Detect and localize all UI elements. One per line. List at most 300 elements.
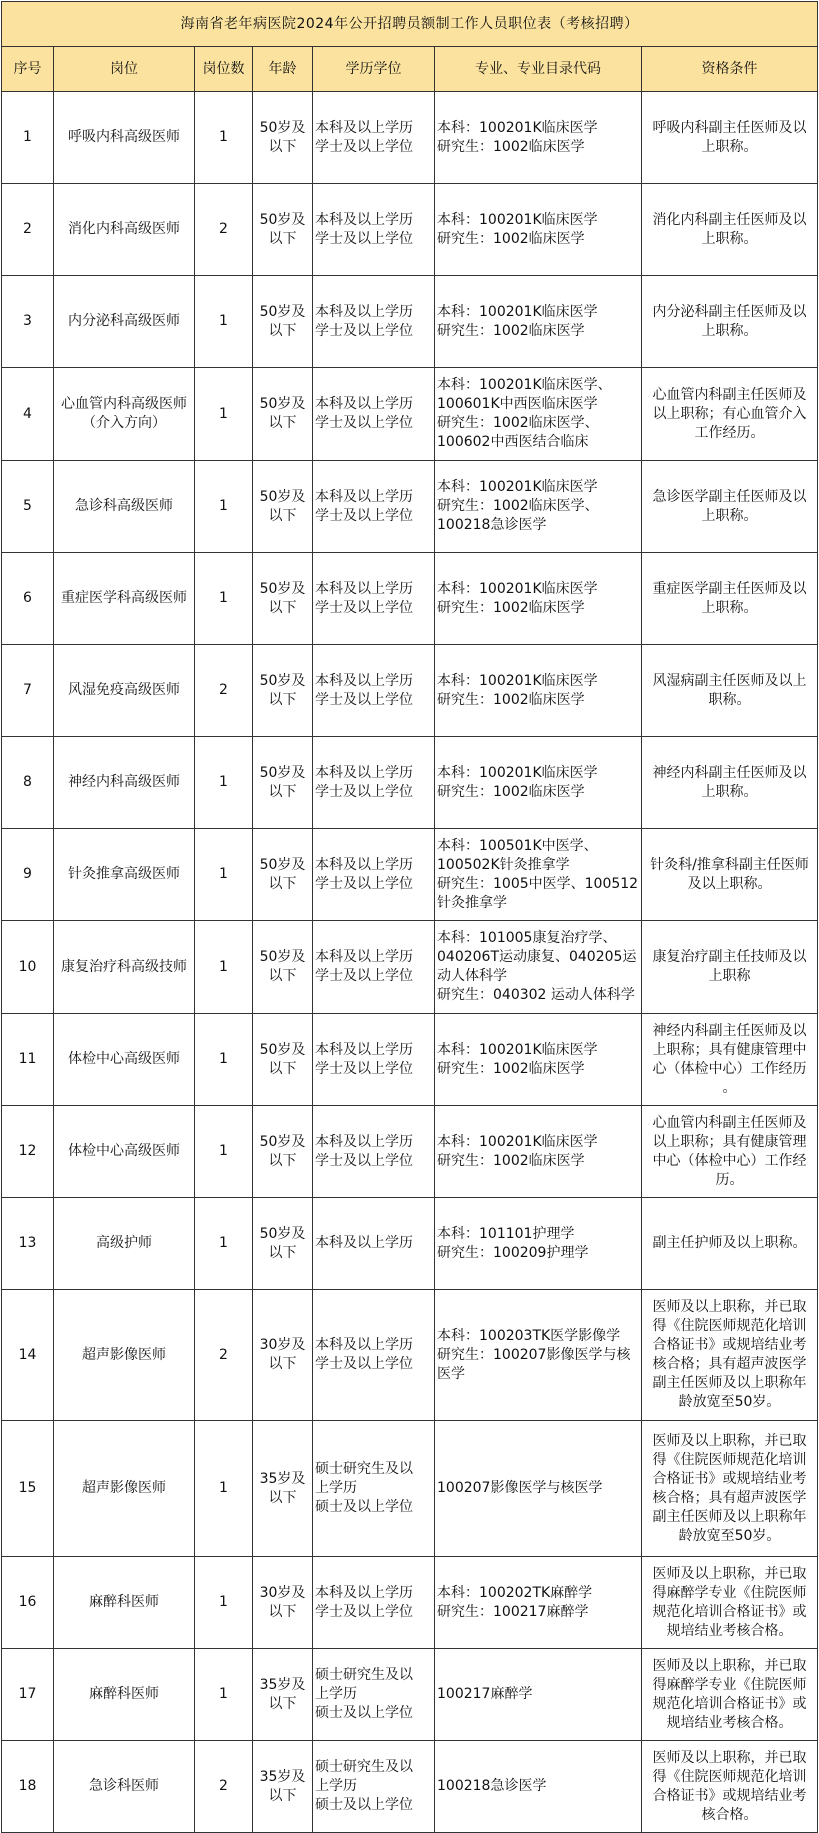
cell-line: 规培结业考核合格。 (666, 1714, 793, 1731)
table-row (2, 829, 818, 921)
table-row (2, 1421, 818, 1557)
cell-line: 心血管内科副主任医师及 (652, 386, 807, 403)
cell-line: 核合格；具有超声波医学 (652, 1356, 807, 1372)
cell-no: 16 (2, 1557, 54, 1649)
cell-line: 针灸科/推拿科副主任医师 (650, 856, 809, 873)
cell-no: 8 (2, 737, 54, 829)
cell-line: 得麻醉学专业《住院医师 (652, 1676, 807, 1693)
header-count: 岗位数 (195, 47, 253, 92)
cell-line: 心（体检中心）工作经历 (652, 1060, 807, 1077)
cell-line: 学士及以上学位 (315, 415, 413, 431)
cell-post (54, 1014, 195, 1106)
cell-line: 上学历 (315, 1778, 357, 1794)
cell-count: 1 (195, 461, 253, 553)
cell-line: 以下 (268, 1244, 297, 1261)
cell-line: 上学历 (315, 1480, 357, 1496)
cell-line: 规范化培训合格证书》或 (652, 1603, 807, 1620)
cell-age (253, 645, 313, 737)
cell-no: 1 (2, 92, 54, 184)
cell-qualification (642, 368, 818, 461)
cell-line: 100217麻醉学 (437, 1686, 533, 1702)
cell-education (313, 553, 435, 645)
cell-line: 康复治疗科高级技师 (61, 958, 187, 975)
cell-qualification (642, 1557, 818, 1649)
cell-line: 本科：100202TK麻醉学 (437, 1584, 593, 1601)
cell-line: 本科：100201K临床医学 (437, 303, 598, 320)
cell-post (54, 737, 195, 829)
cell-post (54, 829, 195, 921)
cell-line: 针灸推拿学 (437, 894, 507, 911)
cell-education (313, 1741, 435, 1833)
cell-line: 50岁及 (259, 1133, 306, 1150)
cell-no: 7 (2, 645, 54, 737)
cell-line: 本科：100201K临床医学 (437, 211, 598, 228)
cell-line: 上职称。 (701, 783, 758, 800)
cell-line: 副主任护师及以上职称。 (652, 1235, 807, 1251)
cell-line: 学士及以上学位 (315, 322, 413, 339)
cell-line: 本科：100201K临床医学 (437, 672, 598, 689)
cell-line: 研究生：1002临床医学 (437, 1060, 585, 1077)
cell-line: 规范化培训合格证书》或 (652, 1695, 807, 1712)
cell-line: 硕士研究生及以 (315, 1667, 413, 1683)
cell-line: 急诊医学副主任医师及以 (652, 488, 807, 505)
cell-line: 本科及以上学历 (315, 672, 413, 689)
cell-post (54, 368, 195, 461)
cell-line: 本科：100201K临床医学 (437, 479, 598, 495)
cell-major (435, 1557, 642, 1649)
cell-qualification (642, 1421, 818, 1557)
cell-line: 麻醉科医师 (89, 1594, 159, 1610)
header-post: 岗位 (54, 47, 195, 92)
cell-line: 50岁及 (259, 488, 306, 505)
cell-education (313, 184, 435, 276)
cell-education (313, 829, 435, 921)
cell-line: 消化内科副主任医师及以 (652, 211, 807, 228)
cell-education (313, 1014, 435, 1106)
cell-line: 本科及以上学历 (315, 1337, 413, 1353)
cell-line: 学士及以上学位 (315, 968, 413, 984)
cell-line: （介入方向） (82, 415, 166, 431)
cell-education (313, 737, 435, 829)
cell-line: 学士及以上学位 (315, 1356, 413, 1372)
cell-line: 以下 (268, 691, 297, 708)
cell-education (313, 461, 435, 553)
cell-line: 研究生：1002临床医学 (437, 1152, 585, 1169)
cell-line: 合格证书》或规培结业考 (652, 1787, 807, 1804)
cell-line: 学士及以上学位 (315, 875, 413, 892)
table-row (2, 921, 818, 1014)
cell-post (54, 921, 195, 1014)
cell-post (54, 1421, 195, 1557)
cell-line: 本科及以上学历 (315, 488, 413, 505)
cell-line: 本科：100201K临床医学 (437, 119, 598, 136)
cell-education (313, 921, 435, 1014)
cell-line: 上职称。 (701, 599, 758, 616)
cell-line: 以下 (268, 138, 297, 155)
cell-line: 本科：100201K临床医学 (437, 764, 598, 781)
cell-no: 13 (2, 1198, 54, 1290)
cell-line: 副主任医师及以上职称年 (652, 1508, 807, 1525)
cell-line: 本科及以上学历 (315, 580, 413, 597)
cell-line: 规培结业考核合格。 (666, 1622, 793, 1639)
cell-line: 中心（体检中心）工作经 (652, 1152, 807, 1169)
header-education: 学历学位 (313, 47, 435, 92)
cell-count: 1 (195, 368, 253, 461)
cell-line: 本科及以上学历 (315, 1235, 413, 1251)
cell-line: 本科及以上学历 (315, 949, 413, 965)
cell-no: 5 (2, 461, 54, 553)
cell-line: 研究生：040302 运动人体科学 (437, 987, 635, 1003)
cell-line: 研究生：1002临床医学 (437, 322, 585, 339)
cell-qualification (642, 1290, 818, 1421)
cell-line: 针灸推拿高级医师 (68, 866, 180, 882)
cell-age (253, 92, 313, 184)
cell-age (253, 1014, 313, 1106)
cell-line: 35岁及 (259, 1470, 306, 1487)
cell-age (253, 737, 313, 829)
cell-post (54, 276, 195, 368)
cell-post (54, 92, 195, 184)
cell-no: 11 (2, 1014, 54, 1106)
cell-line: 得《住院医师规范化培训 (652, 1318, 807, 1334)
header-row (2, 47, 818, 92)
cell-line: 得《住院医师规范化培训 (652, 1768, 807, 1785)
cell-qualification (642, 1741, 818, 1833)
cell-count: 1 (195, 1198, 253, 1290)
cell-line: 核合格。 (701, 1806, 758, 1823)
cell-major (435, 1741, 642, 1833)
cell-line: 30岁及 (259, 1584, 306, 1601)
cell-line: 以下 (268, 322, 297, 339)
cell-line: 50岁及 (259, 1041, 306, 1058)
cell-line: 研究生：1002临床医学、 (437, 415, 599, 431)
cell-count: 1 (195, 276, 253, 368)
cell-line: 本科：101005康复治疗学、 (437, 930, 617, 946)
cell-count: 2 (195, 645, 253, 737)
cell-count: 1 (195, 1106, 253, 1198)
cell-line: 心血管内科高级医师 (61, 396, 187, 412)
cell-line: 硕士及以上学位 (315, 1499, 413, 1515)
cell-qualification (642, 276, 818, 368)
cell-count: 1 (195, 553, 253, 645)
cell-age (253, 1741, 313, 1833)
cell-line: 本科及以上学历 (315, 1041, 413, 1058)
cell-count: 1 (195, 1649, 253, 1741)
cell-line: 工作经历。 (694, 424, 765, 441)
cell-line: 以下 (268, 1695, 297, 1712)
cell-count: 2 (195, 184, 253, 276)
cell-line: 学士及以上学位 (315, 783, 413, 800)
cell-line: 50岁及 (259, 764, 306, 781)
cell-education (313, 645, 435, 737)
cell-age (253, 461, 313, 553)
cell-line: 历。 (715, 1171, 744, 1188)
cell-qualification (642, 553, 818, 645)
cell-age (253, 1649, 313, 1741)
cell-education (313, 92, 435, 184)
cell-major (435, 368, 642, 461)
cell-line: 医师及以上职称，并已取 (652, 1299, 807, 1315)
table-row (2, 1290, 818, 1421)
cell-line: 急诊科高级医师 (75, 498, 173, 514)
cell-line: 医师及以上职称，并已取 (652, 1749, 807, 1766)
cell-major (435, 1649, 642, 1741)
cell-age (253, 1290, 313, 1421)
cell-count: 2 (195, 1290, 253, 1421)
cell-post (54, 645, 195, 737)
cell-major (435, 276, 642, 368)
cell-line: 上职称；具有健康管理中 (652, 1041, 807, 1058)
cell-age (253, 553, 313, 645)
cell-line: 得《住院医师规范化培训 (652, 1451, 807, 1468)
cell-line: 100601K中西医临床医学 (437, 396, 598, 412)
cell-line: 学士及以上学位 (315, 138, 413, 155)
table-row (2, 92, 818, 184)
cell-post (54, 553, 195, 645)
cell-qualification (642, 1198, 818, 1290)
cell-major (435, 1290, 642, 1421)
cell-major (435, 737, 642, 829)
cell-post (54, 1649, 195, 1741)
cell-line: 100218急诊医学 (437, 517, 547, 533)
cell-line: 超声影像医师 (82, 1480, 166, 1496)
cell-no: 17 (2, 1649, 54, 1741)
cell-line: 。 (722, 1079, 737, 1096)
cell-count: 1 (195, 1421, 253, 1557)
cell-count: 1 (195, 92, 253, 184)
cell-line: 50岁及 (259, 856, 306, 873)
table-row (2, 553, 818, 645)
cell-line: 体检中心高级医师 (68, 1051, 180, 1067)
cell-education (313, 1198, 435, 1290)
table-row (2, 461, 818, 553)
cell-line: 重症医学副主任医师及以 (652, 580, 807, 597)
cell-line: 核合格；具有超声波医学 (652, 1489, 807, 1506)
cell-no: 2 (2, 184, 54, 276)
cell-line: 研究生：1002临床医学 (437, 783, 585, 800)
page-title: 海南省老年病医院2024年公开招聘员额制工作人员职位表（考核招聘） (2, 2, 818, 47)
title-row (2, 2, 818, 47)
cell-line: 硕士研究生及以 (315, 1461, 413, 1477)
cell-count: 1 (195, 1014, 253, 1106)
cell-line: 本科及以上学历 (315, 211, 413, 228)
cell-line: 本科：100203TK医学影像学 (437, 1327, 621, 1344)
cell-post (54, 184, 195, 276)
cell-age (253, 1557, 313, 1649)
cell-line: 本科：100501K中医学、 (437, 837, 598, 854)
cell-education (313, 368, 435, 461)
cell-line: 以下 (268, 968, 297, 984)
cell-major (435, 1198, 642, 1290)
cell-line: 本科及以上学历 (315, 856, 413, 873)
cell-line: 上学历 (315, 1686, 357, 1702)
cell-line: 研究生：100209护理学 (437, 1244, 589, 1261)
cell-line: 硕士及以上学位 (315, 1705, 413, 1721)
cell-major (435, 1421, 642, 1557)
cell-major (435, 1106, 642, 1198)
cell-count: 1 (195, 1557, 253, 1649)
cell-qualification (642, 184, 818, 276)
cell-line: 以下 (268, 415, 297, 431)
cell-line: 心血管内科副主任医师及 (652, 1114, 807, 1131)
cell-line: 消化内科高级医师 (68, 221, 180, 237)
table-row (2, 1198, 818, 1290)
cell-line: 以下 (268, 1356, 297, 1372)
cell-post (54, 1106, 195, 1198)
cell-major (435, 921, 642, 1014)
cell-line: 重症医学科高级医师 (61, 590, 187, 606)
cell-line: 以上职称；具有健康管理 (652, 1133, 807, 1150)
cell-line: 职称。 (708, 691, 751, 708)
cell-age (253, 921, 313, 1014)
cell-age (253, 368, 313, 461)
table-body (2, 92, 818, 1833)
cell-line: 以下 (268, 1152, 297, 1169)
table-row (2, 1014, 818, 1106)
cell-line: 本科及以上学历 (315, 764, 413, 781)
cell-line: 本科：101101护理学 (437, 1225, 575, 1242)
cell-age (253, 276, 313, 368)
cell-line: 以下 (268, 875, 297, 892)
cell-line: 动人体科学 (437, 968, 507, 984)
cell-line: 神经内科副主任医师及以 (652, 1022, 807, 1039)
cell-line: 以下 (268, 1489, 297, 1506)
cell-line: 内分泌科副主任医师及以 (652, 303, 807, 320)
cell-line: 本科：100201K临床医学 (437, 1133, 598, 1150)
cell-line: 研究生：1002临床医学 (437, 691, 585, 708)
cell-no: 18 (2, 1741, 54, 1833)
table-row (2, 645, 818, 737)
cell-major (435, 461, 642, 553)
cell-line: 上职称。 (701, 230, 758, 247)
cell-qualification (642, 1014, 818, 1106)
cell-education (313, 1421, 435, 1557)
cell-line: 研究生：100217麻醉学 (437, 1603, 589, 1620)
cell-line: 本科及以上学历 (315, 119, 413, 136)
position-table (1, 1, 818, 1833)
cell-line: 以上职称；有心血管介入 (652, 405, 807, 422)
cell-post (54, 1198, 195, 1290)
cell-line: 50岁及 (259, 396, 306, 412)
cell-no: 15 (2, 1421, 54, 1557)
cell-line: 50岁及 (259, 1225, 306, 1242)
cell-line: 及以上职称。 (687, 875, 772, 892)
cell-line: 以下 (268, 1787, 297, 1804)
cell-line: 50岁及 (259, 211, 306, 228)
cell-line: 风湿免疫高级医师 (68, 682, 180, 698)
cell-no: 9 (2, 829, 54, 921)
cell-line: 得麻醉学专业《住院医师 (652, 1584, 807, 1601)
cell-no: 6 (2, 553, 54, 645)
cell-line: 研究生：1002临床医学 (437, 599, 585, 616)
cell-line: 50岁及 (259, 119, 306, 136)
cell-line: 35岁及 (259, 1768, 306, 1785)
cell-line: 040206T运动康复、040205运 (437, 949, 637, 965)
cell-qualification (642, 92, 818, 184)
cell-no: 3 (2, 276, 54, 368)
table-row (2, 184, 818, 276)
cell-line: 高级护师 (96, 1235, 152, 1251)
table-row (2, 1557, 818, 1649)
cell-line: 龄放宽至50岁。 (678, 1527, 781, 1544)
cell-line: 50岁及 (259, 672, 306, 689)
cell-education (313, 1649, 435, 1741)
cell-line: 学士及以上学位 (315, 599, 413, 616)
cell-qualification (642, 461, 818, 553)
cell-education (313, 276, 435, 368)
cell-post (54, 461, 195, 553)
cell-qualification (642, 645, 818, 737)
cell-line: 100218急诊医学 (437, 1778, 547, 1794)
cell-line: 研究生：1002临床医学 (437, 138, 585, 155)
table-row (2, 737, 818, 829)
cell-line: 内分泌科高级医师 (68, 313, 180, 329)
cell-line: 研究生：100207影像医学与核 (437, 1346, 631, 1363)
cell-line: 合格证书》或规培结业考 (652, 1337, 807, 1353)
cell-line: 龄放宽至50岁。 (678, 1394, 781, 1410)
cell-age (253, 1198, 313, 1290)
table-row (2, 368, 818, 461)
cell-line: 本科：100201K临床医学 (437, 580, 598, 597)
cell-line: 以下 (268, 783, 297, 800)
cell-line: 副主任医师及以上职称年 (652, 1375, 807, 1391)
cell-line: 本科：100201K临床医学、 (437, 377, 612, 393)
cell-line: 超声影像医师 (82, 1346, 166, 1363)
cell-line: 以下 (268, 1603, 297, 1620)
header-age: 年龄 (253, 47, 313, 92)
table-row (2, 1106, 818, 1198)
cell-major (435, 184, 642, 276)
header-qualification: 资格条件 (642, 47, 818, 92)
cell-line: 50岁及 (259, 949, 306, 965)
cell-major (435, 829, 642, 921)
cell-line: 急诊科医师 (89, 1778, 159, 1794)
cell-line: 医师及以上职称，并已取 (652, 1565, 807, 1582)
cell-major (435, 1014, 642, 1106)
cell-line: 100502K针灸推拿学 (437, 856, 570, 873)
cell-line: 上职称 (708, 968, 751, 984)
cell-count: 1 (195, 921, 253, 1014)
cell-line: 35岁及 (259, 1676, 306, 1693)
cell-line: 学士及以上学位 (315, 507, 413, 524)
cell-major (435, 92, 642, 184)
cell-line: 30岁及 (259, 1337, 306, 1353)
cell-line: 医师及以上职称，并已取 (652, 1657, 807, 1674)
cell-line: 呼吸内科副主任医师及以 (652, 119, 807, 136)
cell-line: 50岁及 (259, 580, 306, 597)
cell-no: 10 (2, 921, 54, 1014)
cell-count: 2 (195, 1741, 253, 1833)
cell-line: 风湿病副主任医师及以上 (652, 672, 807, 689)
cell-line: 本科：100201K临床医学 (437, 1041, 598, 1058)
cell-count: 1 (195, 737, 253, 829)
cell-no: 12 (2, 1106, 54, 1198)
cell-line: 硕士研究生及以 (315, 1759, 413, 1775)
cell-age (253, 1421, 313, 1557)
cell-line: 上职称。 (701, 507, 758, 524)
cell-qualification (642, 1649, 818, 1741)
cell-major (435, 553, 642, 645)
cell-line: 本科及以上学历 (315, 1584, 413, 1601)
cell-line: 本科及以上学历 (315, 303, 413, 320)
cell-post (54, 1557, 195, 1649)
cell-line: 硕士及以上学位 (315, 1797, 413, 1813)
cell-line: 上职称。 (701, 138, 758, 155)
cell-line: 以下 (268, 1060, 297, 1077)
cell-line: 以下 (268, 507, 297, 524)
cell-line: 以下 (268, 599, 297, 616)
table-row (2, 276, 818, 368)
